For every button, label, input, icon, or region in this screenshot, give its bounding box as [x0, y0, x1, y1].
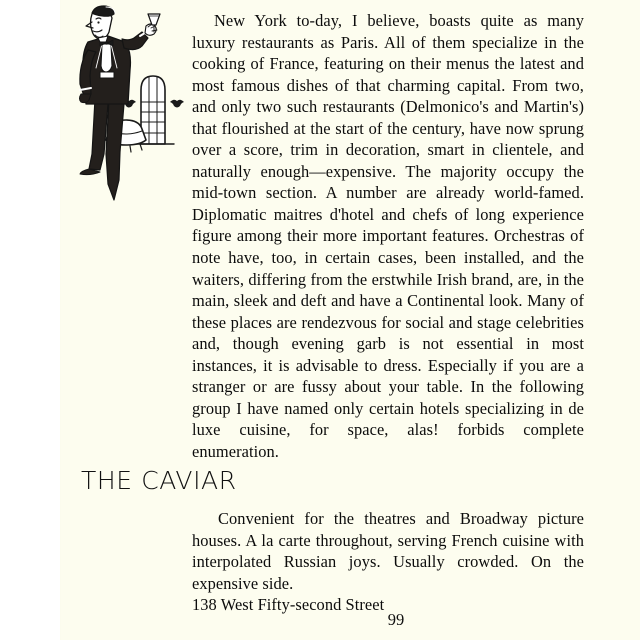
section-heading-the-caviar: THE CAVIAR: [81, 466, 237, 495]
body-text-block: [192, 10, 584, 462]
body-paragraph: New York to-day, I believe, boasts quite as many luxury restaurants as Paris. All of them specialize in the cooking of France, featuring on their menus the latest and most famous dishes of that charming capital. From two, and only two such restaurants (Delmonico's and Martin's) that flourished at the start of the century, have now sprung over a score, trim in decoration, smart in clientele, and naturally enough—expensive. The majority occupy the mid-town section. A number are already world-famed. Diplomatic maitres d'hotel and chefs of long experience figure among their more important features. Orchestras of note have, too, in certain cases, been installed, and the waiters, differing from the erstwhile Irish brand, are, in the main, sleek and deft and have a Continental look. Many of these places are rendezvous for social and stage celebrities and, though evening garb is not essential in most instances, it is advisable to dress. Especially if you are a stranger or are fussy about your table. In the following group I have named only certain hotels specializing in de luxe cuisine, for space, alas! forbids complete enumeration.: [192, 11, 584, 461]
bird-flourish-right: [170, 100, 184, 108]
page-gutter-margin: [0, 0, 60, 640]
maitre-d-illustration: [62, 4, 202, 224]
restaurant-entry: [192, 508, 584, 616]
entry-description: Convenient for the theatres and Broadway picture houses. A la carte throughout, serving French cuisine with interpolated Russian joys. Usually crowded. On the expensive side.: [192, 509, 584, 593]
entry-address: 138 West Fifty-second Street: [192, 595, 385, 614]
page-number: 99: [387, 610, 405, 629]
